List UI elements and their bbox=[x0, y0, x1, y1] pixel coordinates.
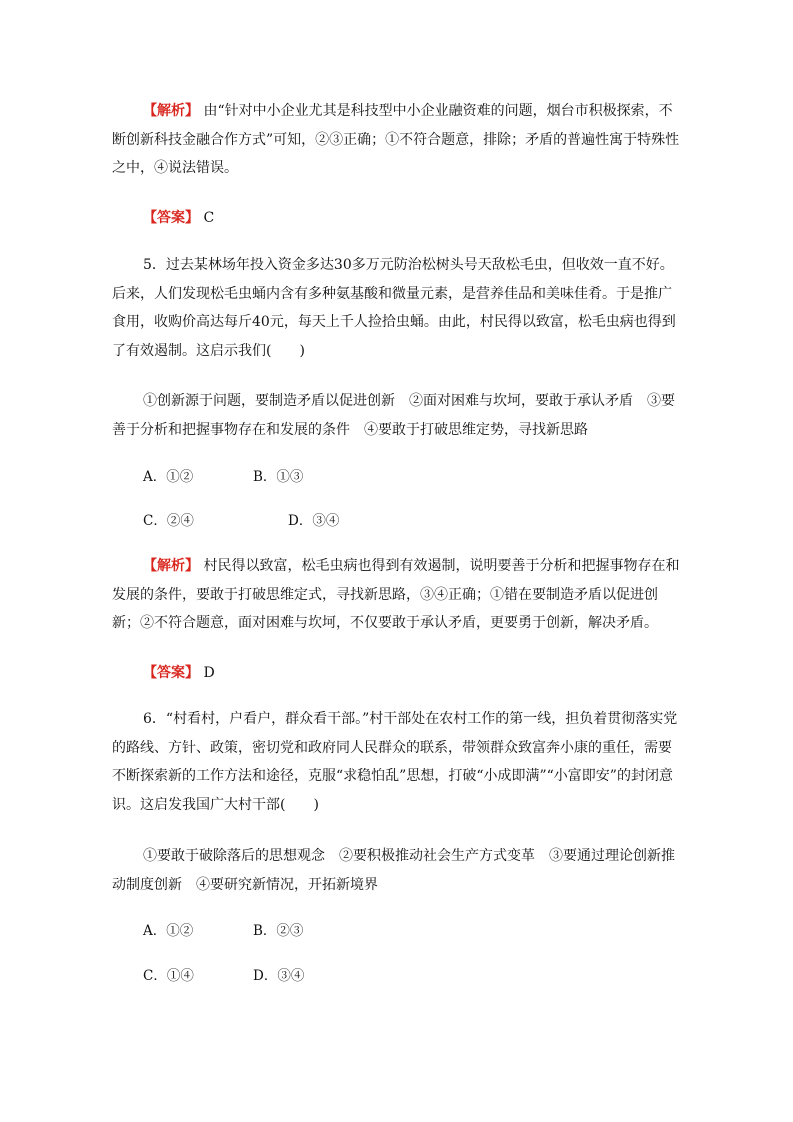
q5-analysis-text: 村民得以致富，松毛虫病也得到有效遏制，说明要善于分析和把握事物存在和发展的条件，要敢于打破思维定式，寻找新思路，③④正确；①错在要制造矛盾以促进创新；②不符合题意，面对困难与坎坷，不仅要敢于承认矛盾，更要勇于创新，解决矛盾。 bbox=[112, 558, 680, 631]
q5-answer-tag: 【答案】 bbox=[143, 665, 199, 681]
q4-answer-tag: 【答案】 bbox=[143, 210, 199, 226]
q6-option-c: C．①④ bbox=[143, 968, 194, 984]
q6-option-b: B．②③ bbox=[253, 923, 304, 939]
q4-analysis bbox=[112, 97, 682, 183]
q4-answer-value: C bbox=[203, 210, 215, 226]
q5-analysis bbox=[112, 552, 682, 638]
q5-option-b: B．①③ bbox=[253, 469, 304, 485]
q6-option-a: A．①② bbox=[143, 923, 194, 939]
q5-answer bbox=[143, 659, 215, 687]
q5-option-a: A．①② bbox=[143, 469, 194, 485]
q5-statements: ①创新源于问题，要制造矛盾以促进创新 ②面对困难与坎坷，要敢于承认矛盾 ③要善于分析和把握事物存在和发展的条件 ④要敢于打破思维定势，寻找新思路 bbox=[112, 393, 675, 438]
q5-option-d: D．③④ bbox=[288, 513, 340, 529]
q5-stem: 5．过去某林场年投入资金多达30多万元防治松树头号天敌松毛虫，但收效一直不好。后来，人们发现松毛虫蛹内含有多种氨基酸和微量元素，是营养佳品和美味佳肴。于是推广食用，收购价高达每斤40元，每天上千人捡拾虫蛹。由此，村民得以致富，松毛虫病也得到了有效遏制。这启示我们( ) bbox=[112, 257, 676, 359]
q6-statements: ①要敢于破除落后的思想观念 ②要积极推动社会生产方式变革 ③要通过理论创新推动制度创新 ④要研究新情况，开拓新境界 bbox=[112, 848, 675, 893]
q5-option-c: C．②④ bbox=[143, 513, 194, 529]
q5-analysis-tag: 【解析】 bbox=[143, 558, 199, 574]
q5-answer-value: D bbox=[203, 665, 215, 681]
q4-analysis-tag: 【解析】 bbox=[143, 103, 199, 119]
q6-stem: 6．“村看村，户看户，群众看干部。”村干部处在农村工作的第一线，担负着贯彻落实党的路线、方针、政策，密切党和政府同人民群众的联系，带领群众致富奔小康的重任，需要不断探索新的工作方法和途径，克服“求稳怕乱”思想，打破“小成即满”“小富即安”的封闭意识。这启发我国广大村干部( ) bbox=[112, 711, 678, 813]
q4-analysis-text: 由“针对中小企业尤其是科技型中小企业融资难的问题，烟台市积极探索，不断创新科技金融合作方式”可知，②③正确；①不符合题意，排除；矛盾的普遍性寓于特殊性之中，④说法错误。 bbox=[112, 103, 680, 176]
q6-option-d: D．③④ bbox=[253, 968, 305, 984]
q4-answer bbox=[143, 204, 214, 232]
